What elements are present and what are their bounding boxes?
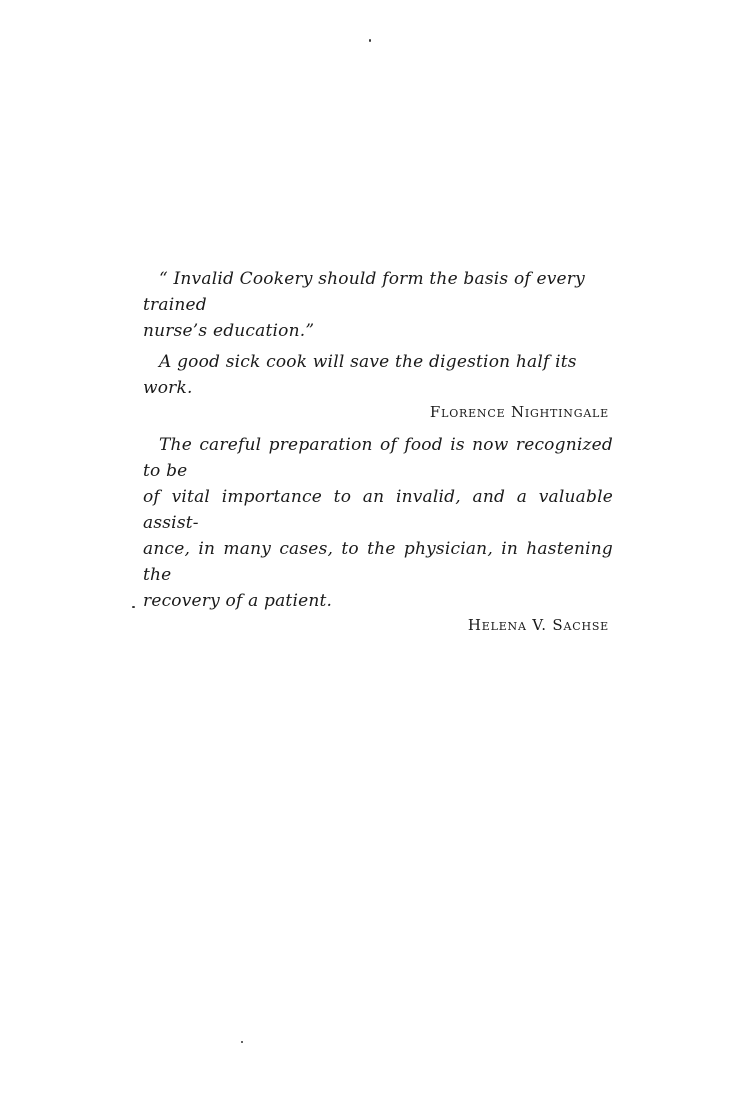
quote-line: ance, in many cases, to the physician, in hastening the — [143, 539, 613, 585]
print-speck — [241, 1041, 243, 1043]
print-speck — [132, 606, 135, 608]
attribution-sachse: Helena V. Sachse — [467, 616, 609, 634]
quote-line: recovery of a patient. — [143, 591, 333, 611]
quote-line: nurse’s education.” — [143, 321, 315, 341]
quote-line: The careful preparation of food is now recognized to be — [143, 435, 613, 481]
quote-block-nightingale-2 — [143, 349, 613, 421]
quote-line: A good sick cook will save the digestion half its work. — [143, 352, 577, 398]
quote-block-nightingale-1 — [143, 266, 613, 344]
print-speck — [369, 39, 371, 42]
quote-block-sachse — [143, 432, 613, 634]
quote-line: “ Invalid Cookery should form the basis of every trained — [143, 269, 585, 315]
attribution-nightingale: Florence Nightingale — [429, 403, 609, 421]
quote-line: of vital importance to an invalid, and a valuable assist- — [143, 487, 613, 533]
